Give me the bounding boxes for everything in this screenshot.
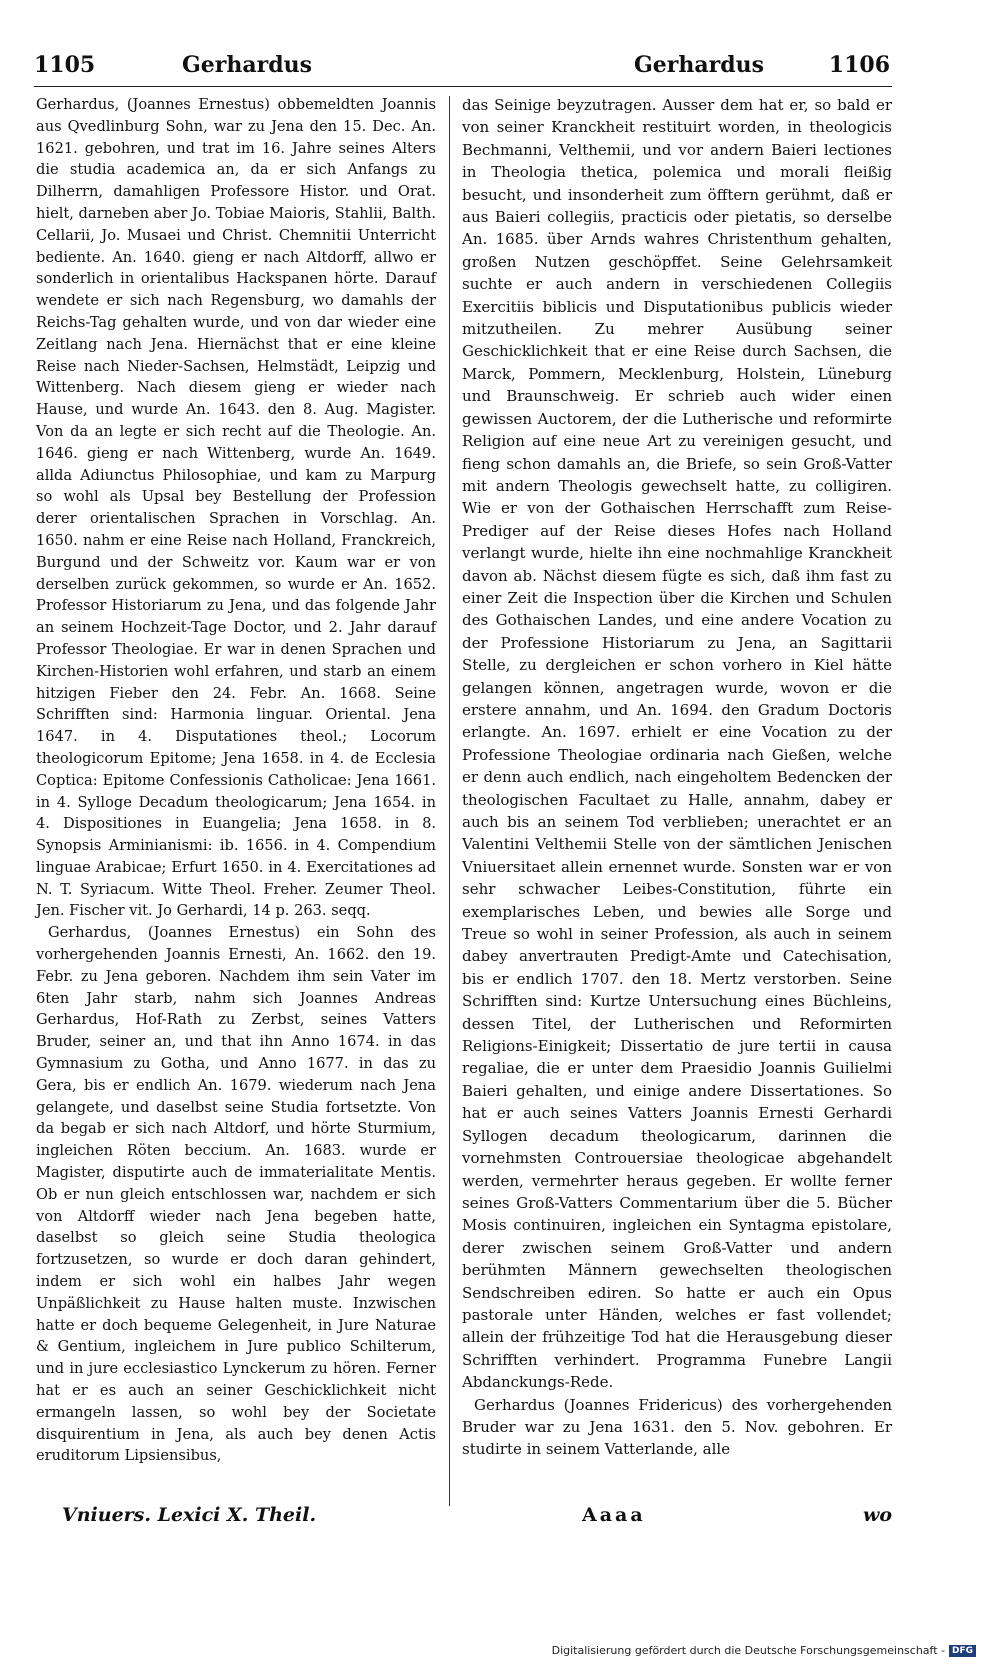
- left-page-number: 1105: [34, 52, 96, 78]
- page-footer: [34, 1504, 892, 1532]
- gathering-mark: Aaaa: [582, 1504, 646, 1526]
- signature-note: Vniuers. Lexici X. Theil.: [62, 1504, 317, 1526]
- right-page-number: 1106: [828, 52, 890, 78]
- running-header: [34, 52, 890, 84]
- entry-paragraph: Gerhardus, (Joannes Ernestus) ein Sohn des vorhergehenden Joannis Ernesti, An. 1662. den 19. Febr. zu Jena geboren. Nachdem ihm sein Vater im 6ten Jahr starb, nahm sich Joannes Andreas Gerhardus, Hof-Rath zu Zerbst, seines Vatters Bruder, seiner an, und that ihn Anno 1674. in das Gymnasium zu Gotha, und Anno 1677. in das zu Gera, bis er endlich An. 1679. wiederum nach Jena gelangete, und daselbst seine Studia fortsetzte. Von da begab er sich nach Altdorf, und hörte Sturmium, ingleichen Röten beccium. An. 1683. wurde er Magister, disputirte auch de immaterialitate Mentis. Ob er nun gleich entschlossen war, nachdem er sich von Altdorff wieder nach Jena begeben hatte, daselbst so gleich seine Studia theologica fortzusetzen, so wurde er doch daran gehindert, indem er sich wohl ein halbes Jahr wegen Unpäßlichkeit zu Hause halten muste. Inzwischen hatte er doch bequeme Gelegenheit, in Jure Naturae & Gentium, ingleichem in Jure publico Schilterum, und in jure ecclesiastico Lynckerum zu hören. Ferner hat er es auch an seiner Geschicklichkeit nicht ermangeln lassen, so wohl bey der Societate disquirentium in Jena, als auch bey denen Actis eruditorum Lipsiensibus,: [36, 924, 436, 1465]
- digitization-credit: [552, 1644, 976, 1657]
- right-running-title: Gerhardus: [634, 52, 764, 78]
- column-divider: [449, 96, 450, 1506]
- credit-text: Digitalisierung gefördert durch die Deutsche Forschungsgemeinschaft -: [551, 1644, 945, 1657]
- entry-paragraph: Gerhardus (Joannes Fridericus) des vorhergehenden Bruder war zu Jena 1631. den 5. Nov. gebohren. Er studirte in seinem Vatterlande, alle: [462, 1395, 892, 1459]
- catchword: wo: [862, 1504, 892, 1526]
- left-running-title: Gerhardus: [182, 52, 312, 78]
- entry-paragraph: das Seinige beyzutragen. Ausser dem hat er, so bald er von seiner Kranckheit restituirt worden, in theologicis Bechmanni, Velthemii, und vor andern Baieri lectiones in Theologia thetica, polemica und morali fleißig besucht, und insonderheit zum öfftern gerühmt, daß er aus Baieri collegiis, practicis oder pietatis, so derselbe An. 1685. über Arnds wahres Christenthum gehalten, großen Nutzen geschöpffet. Seine Gelehrsamkeit suchte er auch andern in verschiedenen Collegiis Exercitiis biblicis und Disputationibus publicis wieder mitzutheilen. Zu mehrer Ausübung seiner Geschicklichkeit that er eine Reise durch Sachsen, die Marck, Pommern, Mecklenburg, Holstein, Lüneburg und Braunschweig. Er schrieb auch wider einen gewissen Auctorem, der die Lutherische und reformirte Religion auf eine neue Art zu vereinigen gesucht, und fieng schon damahls an, die Briefe, so sein Groß-Vatter mit andern Theologis gewechselt hatte, zu colligiren. Wie er von der Gothaischen Herrschafft zum Reise-Prediger auf der Reise dieses Hofes nach Holland verlangt wurde, hielte ihn eine nochmahlige Kranckheit davon ab. Nächst diesem fügte es sich, daß ihm fast zu einer Zeit die Inspection über die Kirchen und Schulen des Gothaischen Landes, und eine andere Vocation zu der Professione Historiarum zu Jena, an Sagittarii Stelle, zu dergleichen er schon vorhero in Kiel hätte gelangen können, angetragen wurde, wovon er die erstere annahm, und An. 1694. den Gradum Doctoris erlangte. An. 1697. erhielt er eine Vocation zu der Professione Theologiae ordinaria nach Gießen, welche er denn auch endlich, nach eingeholtem Bedencken der theologischen Facultaet zu Halle, annahm, dabey er auch bis an seinem Tod verblieben; unerachtet er an Valentini Velthemii Stelle von der sämtlichen Jenischen Vniuersitaet allein ernennet wurde. Sonsten war er von sehr schwacher Leibes-Constitution, führte ein exemplarisches Leben, und bewies alle Sorge und Treue so wohl in seiner Profession, als auch in seinem dabey anvertrauten Predigt-Amte und Catechisation, bis er endlich 1707. den 18. Mertz verstorben. Seine Schrifften sind: Kurtze Untersuchung eines Büchleins, dessen Titel, der Lutherischen und Reformirten Religions-Einigkeit; Dissertatio de jure tertii in causa regaliae, die er unter dem Praesidio Joannis Guilielmi Baieri gehalten, und einige andere Dissertationes. So hat er auch seines Vatters Joannis Ernesti Gerhardi Syllogen decadum theologicarum, darinnen die vornehmsten Controuersiae theologicae abgehandelt werden, vermehrter heraus gegeben. Er wollte ferner seines Groß-Vatters Commentarium über die 5. Bücher Mosis continuiren, ingleichen ein Syntagma epistolare, derer zwischen seinem Groß-Vatter und andern berühmten Männern gewechselten theologischen Sendschreiben ediren. So hatte er auch ein Opus pastorale unter Händen, welches er fast vollendet; allein der frühzeitige Tod hat die Herausgebung dieser Schrifften verhindert. Programma Funebre Langii Abdanckungs-Rede.: [462, 96, 892, 1392]
- left-column: [36, 94, 436, 1467]
- dfg-logo-icon: DFG: [949, 1645, 976, 1657]
- header-rule: [34, 86, 892, 87]
- right-column: [462, 94, 892, 1461]
- entry-paragraph: Gerhardus, (Joannes Ernestus) obbemeldten Joannis aus Qvedlinburg Sohn, war zu Jena den 15. Dec. An. 1621. gebohren, und trat im 16. Jahre seines Alters die studia academica an, da er sich Anfangs zu Dilherrn, damahligen Professore Histor. und Orat. hielt, darneben aber Jo. Tobiae Maioris, Stahlii, Balth. Cellarii, Jo. Musaei und Christ. Chemnitii Unterricht bediente. An. 1640. gieng er nach Altdorff, allwo er sonderlich in orientalibus Hackspanen hörte. Darauf wendete er sich nach Regensburg, wo damahls der Reichs-Tag gehalten wurde, und von dar wieder eine Zeitlang nach Jena. Hiernächst that er eine kleine Reise nach Nieder-Sachsen, Helmstädt, Leipzig und Wittenberg. Nach diesem gieng er wieder nach Hause, und wurde An. 1643. den 8. Aug. Magister. Von da an legte er sich recht auf die Theologie. An. 1646. gieng er nach Wittenberg, wurde An. 1649. allda Adiunctus Philosophiae, und kam zu Marpurg so wohl als Upsal bey Bestellung der Profession derer orientalischen Sprachen in Vorschlag. An. 1650. nahm er eine Reise nach Holland, Franckreich, Burgund und der Schweitz vor. Kaum war er von derselben zurück gekommen, so wurde er An. 1652. Professor Historiarum zu Jena, und das folgende Jahr an seinem Hochzeit-Tage Doctor, und 2. Jahr darauf Professor Theologiae. Er war in denen Sprachen und Kirchen-Historien wohl erfahren, und starb an einem hitzigen Fieber den 24. Febr. An. 1668. Seine Schrifften sind: Harmonia linguar. Oriental. Jena 1647. in 4. Disputationes theol.; Locorum theologicorum Epitome; Jena 1658. in 4. de Ecclesia Coptica: Epitome Confessionis Catholicae: Jena 1661. in 4. Sylloge Decadum theologicarum; Jena 1654. in 4. Dispositiones in Euangelia; Jena 1658. in 8. Synopsis Arminianismi: ib. 1656. in 4. Compendium linguae Arabicae; Erfurt 1650. in 4. Exercitationes ad N. T. Syriacum. Witte Theol. Freher. Zeumer Theol. Jen. Fischer vit. Jo Gerhardi, 14 p. 263. seqq.: [36, 96, 436, 920]
